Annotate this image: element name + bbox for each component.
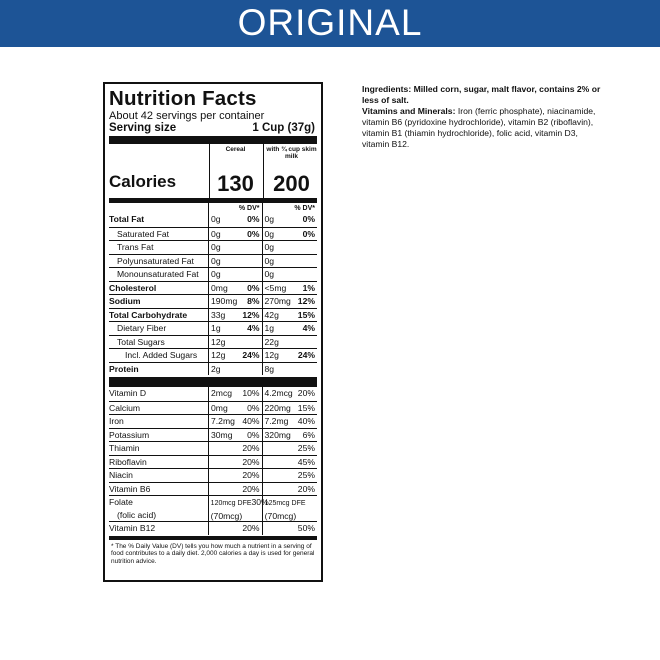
nutrient-label: Dietary Fiber (117, 323, 167, 333)
milk-amount: 0g (264, 228, 275, 239)
cereal-dv: 0% (247, 429, 260, 440)
milk-dv: 0% (302, 214, 315, 224)
ingredients-text: Milled corn, sugar, malt flavor, contains 2% or less of salt. (362, 84, 601, 105)
ingredients-block (362, 84, 602, 150)
calories-section (109, 144, 317, 198)
nutrient-label: Polyunsaturated Fat (117, 255, 194, 266)
vitamin-label: Potassium (109, 429, 150, 440)
milk-amount: 0g (264, 214, 275, 224)
calories-with-milk: 200 (273, 171, 310, 196)
cereal-amount: 30mg (211, 429, 233, 440)
table-row (109, 321, 317, 335)
cereal-dv: 20% (242, 456, 260, 467)
divider-band (109, 377, 317, 387)
table-row (109, 482, 317, 496)
nutrient-label: Total Fat (109, 214, 145, 224)
milk-dv: 15% (297, 309, 315, 320)
milk-amount: 270mg (264, 296, 291, 306)
milk-dv: 15% (297, 402, 315, 413)
cereal-amount: 0mg (211, 282, 228, 293)
calories-label: Calories (109, 172, 177, 191)
calories-cereal: 130 (217, 171, 254, 196)
vitamin-b12-label: Vitamin B12 (109, 523, 156, 533)
milk-dv: 25% (297, 470, 315, 480)
milk-amount: 12g (264, 350, 279, 360)
nutrient-label: Cholesterol (109, 282, 157, 293)
cereal-amount: 12g (211, 336, 226, 347)
cereal-amount: 33g (211, 309, 226, 320)
serving-size-value: 1 Cup (37g) (252, 122, 315, 134)
milk-dv: 24% (297, 350, 316, 360)
column-header-milk: with ¾ cup skim milk (266, 146, 317, 160)
vitamin-label: Niacin (109, 470, 133, 480)
nutrient-label: Protein (109, 363, 139, 374)
milk-amount: 220mg (264, 402, 291, 413)
table-row (109, 428, 317, 442)
cereal-dv: 0% (247, 214, 260, 224)
milk-dv: 20% (297, 388, 315, 398)
milk-amount: 320mg (264, 429, 291, 440)
cereal-amount: 1g (211, 323, 221, 333)
vitamin-b12-milk-pct: 50% (297, 523, 315, 533)
vitamin-label: Calcium (109, 402, 141, 413)
serving-size (109, 122, 317, 135)
nutrient-label: Total Carbohydrate (109, 309, 188, 320)
milk-amount: 7.2mg (264, 416, 289, 426)
milk-dv: 25% (297, 443, 315, 453)
vitamin-table (109, 387, 317, 495)
milk-amount: 8g (264, 363, 275, 374)
folate-milk-dfe: 125mcg DFE (264, 500, 306, 507)
cereal-amount: 0g (211, 228, 221, 239)
table-row (109, 281, 317, 295)
milk-amount: 1g (264, 323, 275, 333)
milk-dv: 4% (302, 323, 315, 333)
table-row (109, 240, 317, 254)
cereal-amount: 190mg (211, 296, 238, 306)
milk-amount: 42g (264, 309, 279, 320)
vitamin-label: Vitamin D (109, 388, 147, 398)
vitamin-label: Riboflavin (109, 456, 147, 467)
table-row (109, 441, 317, 455)
milk-amount: <5mg (264, 282, 287, 293)
nutrient-label: Monounsaturated Fat (117, 269, 199, 279)
milk-dv: 1% (302, 282, 315, 293)
vitamin-label: Thiamin (109, 443, 140, 453)
calories-milk-column (263, 144, 319, 198)
nutrient-label: Sodium (109, 296, 141, 306)
ingredients-label: Ingredients: (362, 84, 412, 94)
dv-header-milk: % DV* (262, 203, 317, 213)
calories-cereal-column (209, 144, 261, 198)
milk-amount: 4.2mcg (264, 388, 293, 398)
cereal-amount: 2mcg (211, 388, 233, 398)
cereal-amount: 0g (211, 255, 221, 266)
cereal-dv: 12% (242, 309, 260, 320)
table-row (109, 414, 317, 428)
vitamin-b12-cereal-pct: 20% (242, 523, 260, 533)
milk-dv: 20% (297, 483, 315, 494)
folate-cereal-dfe: 120mcg DFE (210, 500, 252, 507)
cereal-amount: 2g (211, 363, 221, 374)
cereal-dv: 0% (247, 282, 260, 293)
cereal-amount: 0g (211, 242, 221, 252)
cereal-dv: 20% (242, 470, 260, 480)
divider-thick (109, 136, 317, 144)
dv-header-cereal: % DV* (208, 203, 262, 213)
nutrient-label: Saturated Fat (117, 228, 170, 239)
table-row (109, 468, 317, 482)
folate-cereal-pct: 30% (251, 497, 269, 507)
cereal-dv: 20% (242, 483, 260, 494)
folate-label: Folate (109, 497, 133, 507)
brand-banner (0, 0, 660, 47)
folic-acid-label: (folic acid) (117, 510, 157, 520)
vitamins-minerals-text: Iron (ferric phosphate), niacinamide, vitamin B6 (pyridoxine hydrochloride), vitamin B2 (riboflavin), vitamin B1 (thiamin hydrochloride), folic acid, vitamin D3, vitamin B12. (362, 106, 596, 149)
table-row (109, 455, 317, 469)
table-row (109, 227, 317, 241)
banner-title: ORIGINAL (237, 2, 423, 43)
cereal-amount: 12g (211, 350, 226, 360)
cereal-amount: 0g (211, 269, 221, 279)
milk-dv: 6% (302, 429, 315, 440)
milk-amount: 0g (264, 255, 275, 266)
milk-amount: 22g (264, 336, 279, 347)
nutrition-facts-panel (103, 82, 323, 582)
nutrient-label: Trans Fat (117, 242, 154, 252)
milk-dv: 40% (297, 416, 315, 426)
table-row (109, 254, 317, 268)
vitamins-minerals-label: Vitamins and Minerals: (362, 106, 456, 116)
cereal-dv: 24% (242, 350, 260, 360)
table-row (109, 401, 317, 415)
cereal-dv: 8% (247, 296, 260, 306)
table-row (109, 308, 317, 322)
folate-cereal-folic: (70mcg) (210, 511, 243, 521)
vitamin-label: Vitamin B6 (109, 483, 151, 494)
cereal-amount: 0mg (211, 402, 228, 413)
nutrient-label: Incl. Added Sugars (125, 350, 198, 360)
nutrient-label: Total Sugars (117, 336, 165, 347)
daily-value-footnote: * The % Daily Value (DV) tells you how much a nutrient in a serving of food contributes to a daily diet. 2,000 calories a day is used for general nutrition advice. (109, 536, 317, 566)
cereal-dv: 0% (247, 402, 260, 413)
milk-amount: 0g (264, 269, 275, 279)
column-header-cereal: Cereal (225, 146, 246, 153)
cereal-amount: 7.2mg (211, 416, 235, 426)
table-row (109, 294, 317, 308)
table-row (109, 267, 317, 281)
cereal-dv: 4% (247, 323, 260, 333)
nutrient-table (109, 213, 317, 375)
table-row (109, 348, 317, 362)
cereal-dv: 10% (242, 388, 260, 398)
table-row-folate (109, 495, 317, 521)
table-row (109, 387, 317, 401)
table-row (109, 335, 317, 349)
cereal-dv: 20% (242, 443, 260, 453)
milk-dv: 0% (302, 228, 315, 239)
table-row (109, 213, 317, 227)
nutrition-facts-title: Nutrition Facts (109, 87, 257, 110)
vitamin-label: Iron (109, 416, 124, 426)
table-row (109, 362, 317, 376)
servings-per-container: About 42 servings per container (109, 110, 265, 122)
table-row-vitamin-b12 (109, 521, 317, 535)
cereal-amount: 0g (211, 214, 221, 224)
folate-milk-folic: (70mcg) (264, 511, 297, 521)
serving-size-label: Serving size (109, 122, 177, 134)
milk-amount: 0g (264, 242, 275, 252)
cereal-dv: 0% (247, 228, 260, 239)
milk-dv: 12% (297, 296, 315, 306)
cereal-dv: 40% (242, 416, 260, 426)
milk-dv: 45% (297, 456, 315, 467)
dv-header-row (109, 202, 317, 213)
